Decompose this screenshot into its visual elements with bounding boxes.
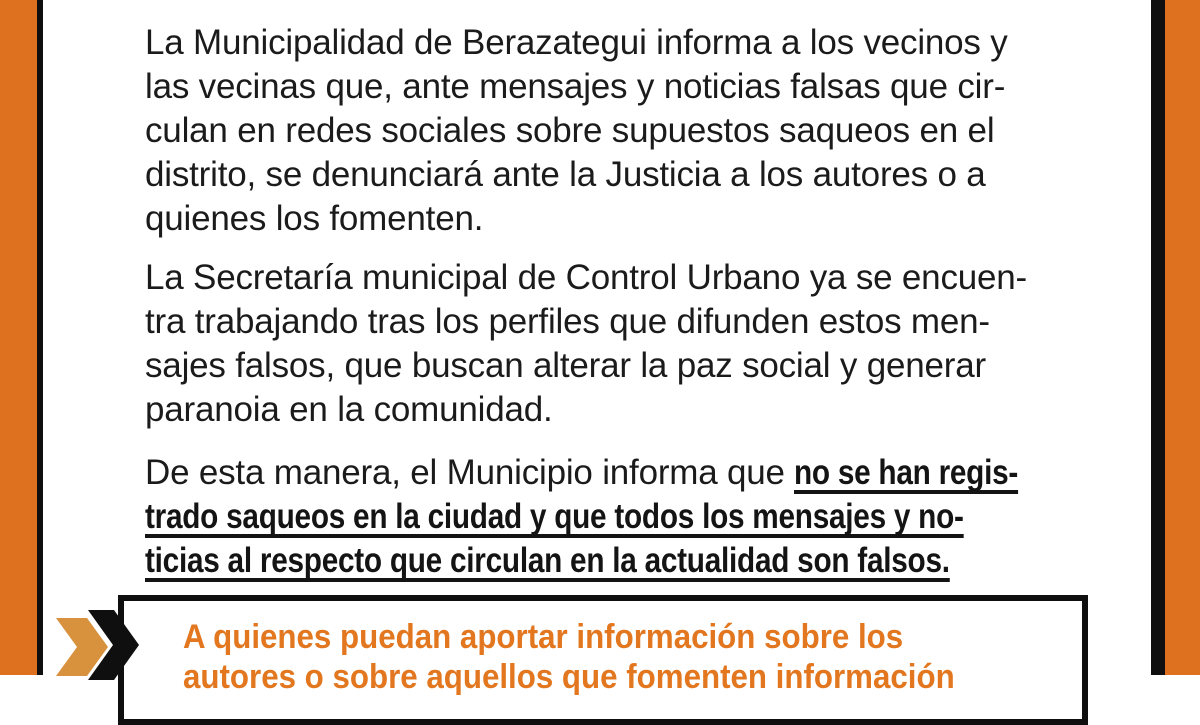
paragraph-line [145,451,1108,495]
right-black-rule [1151,0,1165,675]
paragraph-line: quienes los fomenten. [145,199,484,238]
paragraph-3 [145,451,1108,583]
emphasized-underlined-text: trado saqueos en la ciudad y que todos los mensajes y no- [145,497,964,536]
paragraph-2 [145,256,1027,432]
paragraph-line: paranoia en la comunidad. [145,390,553,429]
emphasized-underlined-text: ticias al respecto que circulan en la actualidad son falsos. [145,541,950,580]
paragraph-1 [145,21,1008,241]
info-box-line: autores o sobre aquellos que fomenten información [183,658,955,696]
paragraph-line [145,539,1108,583]
paragraph-lead-text: De esta manera, el Municipio informa que [145,453,795,492]
paragraph-line [145,495,1108,539]
right-orange-band [1165,0,1200,675]
paragraph-line: La Secretaría municipal de Control Urbano ya se encuen- [145,258,1027,297]
paragraph-line: sajes falsos, que buscan alterar la paz social y generar [145,346,986,385]
paragraph-line: distrito, se denunciará ante la Justicia a los autores o a [145,155,986,194]
paragraph-line: tra trabajando tras los perfiles que difunden estos men- [145,302,990,341]
chevron-orange-shape [56,618,108,676]
paragraph-line: La Municipalidad de Berazategui informa a los vecinos y [145,23,1008,62]
info-box-line: A quienes puedan aportar información sobre los [183,618,904,656]
left-black-rule [37,0,43,675]
info-box [118,595,1088,725]
left-orange-band [0,0,37,675]
paragraph-line: culan en redes sociales sobre supuestos saqueos en el [145,111,995,150]
emphasized-underlined-text: no se han regis- [794,453,1019,492]
paragraph-line: las vecinas que, ante mensajes y noticias falsas que cir- [145,67,1006,106]
